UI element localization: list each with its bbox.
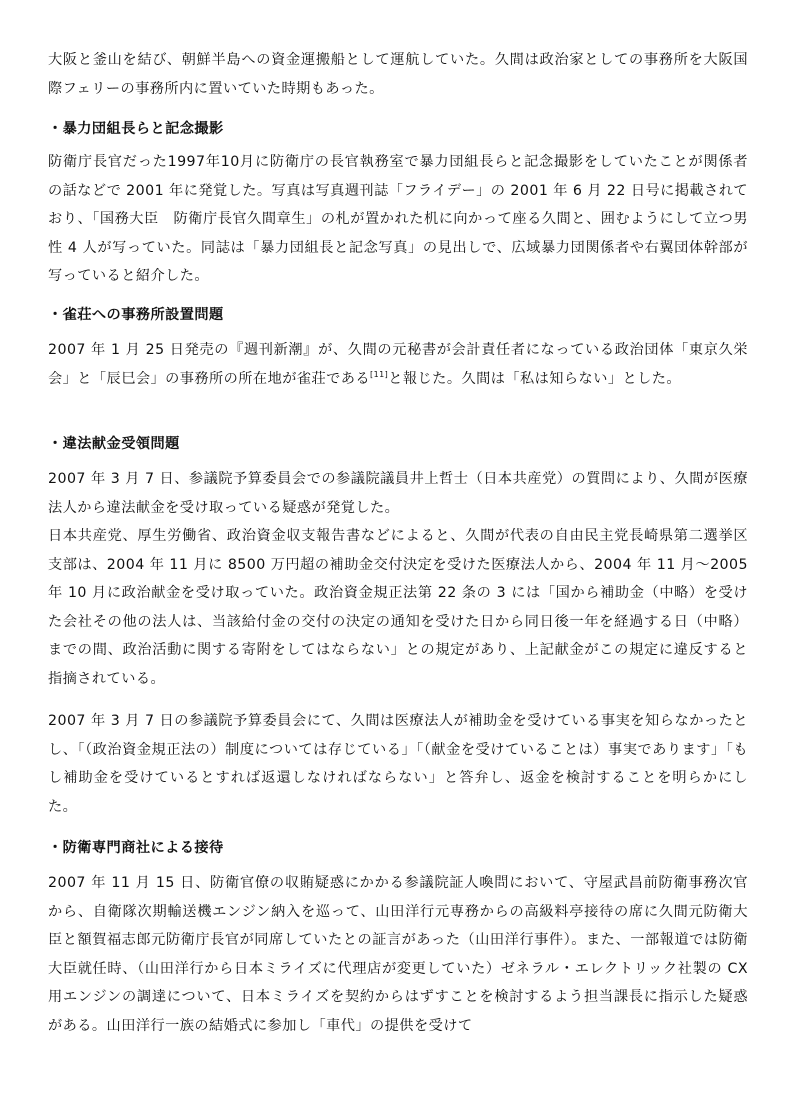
paragraph-donation-1: 2007 年 3 月 7 日、参議院予算委員会での参議院議員井上哲士（日本共産党）の質問により、久間が医療法人から違法献金を受け取っている疑惑が発覚した。 [48,471,748,516]
heading-illegal-donation: ・違法献金受領問題 [48,436,180,452]
paragraph-mahjong-office [48,336,748,393]
paragraph-donation-2: 日本共産党、厚生労働省、政治資金収支報告書などによると、久間が代表の自由民主党長崎県第二選挙区支部は、2004 年 11 月に 8500 万円超の補助金交付決定を受けた医療法人から、2004 年 11 月～2005 年 10 月に政治献金を受け取っていた。政治資金規正法第 22 条の 3 には「国から補助金（中略）を受けた会社その他の法人は、当該給付金の交付の決定の通知を受けた日から同日後一年を経過する日（中略）までの間、政治活動に関する寄附をしてはならない」との規定があり、上記献金がこの規定に違反すると指摘されている。 [48,528,748,687]
intro-paragraph: 大阪と釜山を結び、朝鮮半島への資金運搬船として運航していた。久間は政治家としての事務所を大阪国際フェリーの事務所内に置いていた時期もあった。 [48,52,748,97]
paragraph-entertainment: 2007 年 11 月 15 日、防衛官僚の収賄疑惑にかかる参議院証人喚問において、守屋武昌前防衛事務次官から、自衛隊次期輸送機エンジン納入を巡って、山田洋行元専務からの高級料亭接待の席に久間元防衛大臣と額賀福志郎元防衛庁長官が同席していたとの証言があった（山田洋行事件）。また、一部報道では防衛大臣就任時、（山田洋行から日本ミライズに代理店が変更していた）ゼネラル・エレクトリック社製の CX 用エンジンの調達について、日本ミライズを契約からはずすことを検討するよう担当課長に指示した疑惑がある。山田洋行一族の結婚式に参加し「車代」の提供を受けて [48,875,748,1034]
heading-mahjong-office: ・雀荘への事務所設置問題 [48,307,224,323]
heading-gang-photo: ・暴力団組長らと記念撮影 [48,121,224,137]
mahjong-text-before: 2007 年 1 月 25 日発売の『週刊新潮』が、久間の元秘書が会計責任者になっている政治団体「東京久栄会」と「辰巳会」の事務所の所在地が雀荘である [48,342,748,387]
heading-entertainment: ・防衛専門商社による接待 [48,840,224,856]
footnote-ref[interactable]: [11] [370,369,389,379]
mahjong-text-after: と報じた。久間は「私は知らない」とした。 [388,370,682,387]
paragraph-gang-photo: 防衛庁長官だった1997年10月に防衛庁の長官執務室で暴力団組長らと記念撮影をしていたことが関係者の話などで 2001 年に発覚した。写真は写真週刊誌「フライデー」の 2001 年 6 月 22 日号に掲載されており、「国務大臣 防衛庁長官久間章生」の札が置かれた机に向かって座る久間と、囲むようにして立つ男性 4 人が写っていた。同誌は「暴力団組長と記念写真」の見出しで、広域暴力団関係者や右翼団体幹部が写っていると紹介した。 [48,154,748,284]
paragraph-donation-3: 2007 年 3 月 7 日の参議院予算委員会にて、久間は医療法人が補助金を受けている事実を知らなかったとし、「（政治資金規正法の）制度については存じている」「（献金を受けていることは）事実であります」「もし補助金を受けているとすれば返還しなければならない」と答弁し、返金を検討することを明らかにした。 [48,713,748,815]
